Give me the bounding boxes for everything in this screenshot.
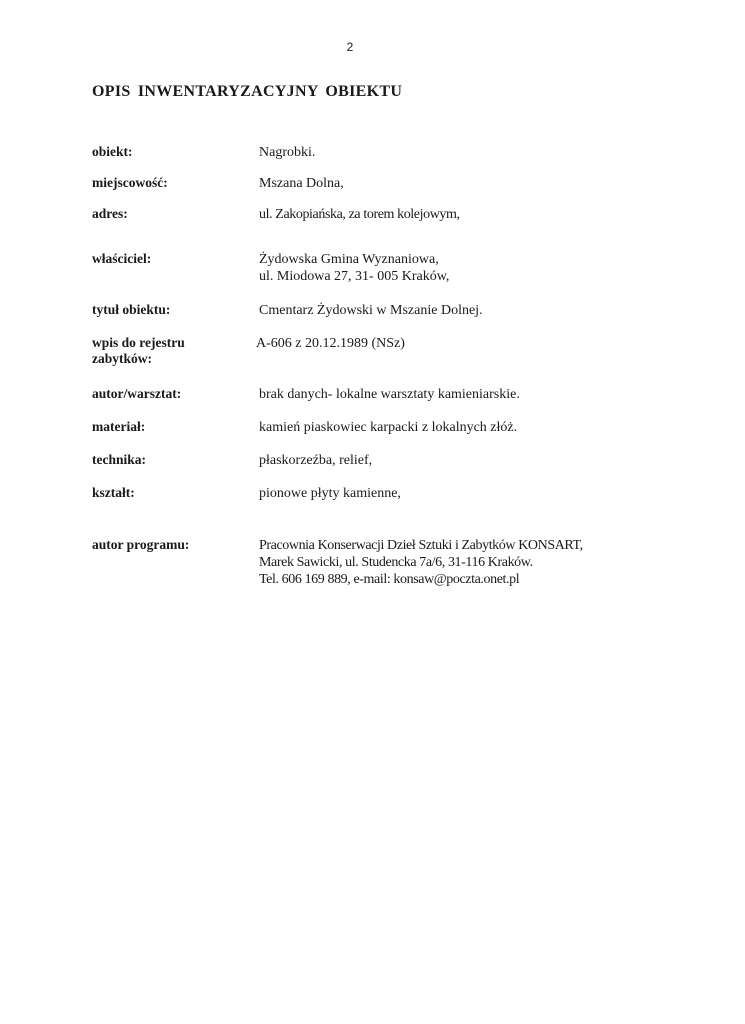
label-line: wpis do rejestru (92, 335, 185, 350)
field-value (259, 537, 719, 588)
field-value (259, 175, 719, 192)
field-label: miejscowość: (92, 175, 168, 190)
field-value (259, 419, 719, 436)
value-line: brak danych- lokalne warsztaty kamieniarskie. (259, 387, 520, 402)
value-line: Żydowska Gmina Wyznaniowa, (259, 252, 439, 267)
page-number: 2 (346, 40, 354, 54)
document-title: OPIS INWENTARYZACYJNY OBIEKTU (92, 83, 403, 100)
field-value (259, 302, 719, 319)
value-line: Pracownia Konserwacji Dzieł Sztuki i Zabytków KONSART, (259, 538, 583, 553)
field-label: technika: (92, 452, 146, 467)
value-line: pionowe płyty kamienne, (259, 486, 401, 501)
value-line: płaskorzeźba, relief, (259, 453, 373, 468)
field-value (256, 335, 716, 352)
field-label: właściciel: (92, 251, 152, 266)
field-value (259, 206, 719, 223)
field-label: obiekt: (92, 144, 133, 159)
value-line: Mszana Dolna, (259, 176, 344, 191)
field-label: materiał: (92, 419, 146, 434)
field-label: tytuł obiektu: (92, 302, 171, 317)
field-value (259, 386, 719, 403)
value-line: Marek Sawicki, ul. Studencka 7a/6, 31-116 Kraków. (259, 555, 533, 570)
label-line: zabytków: (92, 351, 152, 366)
value-line: Nagrobki. (259, 145, 316, 160)
field-label: kształt: (92, 485, 135, 500)
value-line: kamień piaskowiec karpacki z lokalnych złóż. (259, 420, 518, 435)
field-value (259, 251, 719, 285)
field-label (92, 335, 252, 367)
field-value (259, 452, 719, 469)
value-line: ul. Zakopiańska, za torem kolejowym, (259, 207, 460, 222)
field-label: autor programu: (92, 537, 190, 552)
field-label: autor/warsztat: (92, 386, 182, 401)
value-line: A-606 z 20.12.1989 (NSz) (256, 336, 405, 351)
field-label: adres: (92, 206, 128, 221)
value-line: Cmentarz Żydowski w Mszanie Dolnej. (259, 303, 483, 318)
value-line: ul. Miodowa 27, 31- 005 Kraków, (259, 269, 450, 284)
field-value (259, 485, 719, 502)
field-value (259, 144, 719, 161)
value-line: Tel. 606 169 889, e-mail: konsaw@poczta.onet.pl (259, 572, 520, 587)
